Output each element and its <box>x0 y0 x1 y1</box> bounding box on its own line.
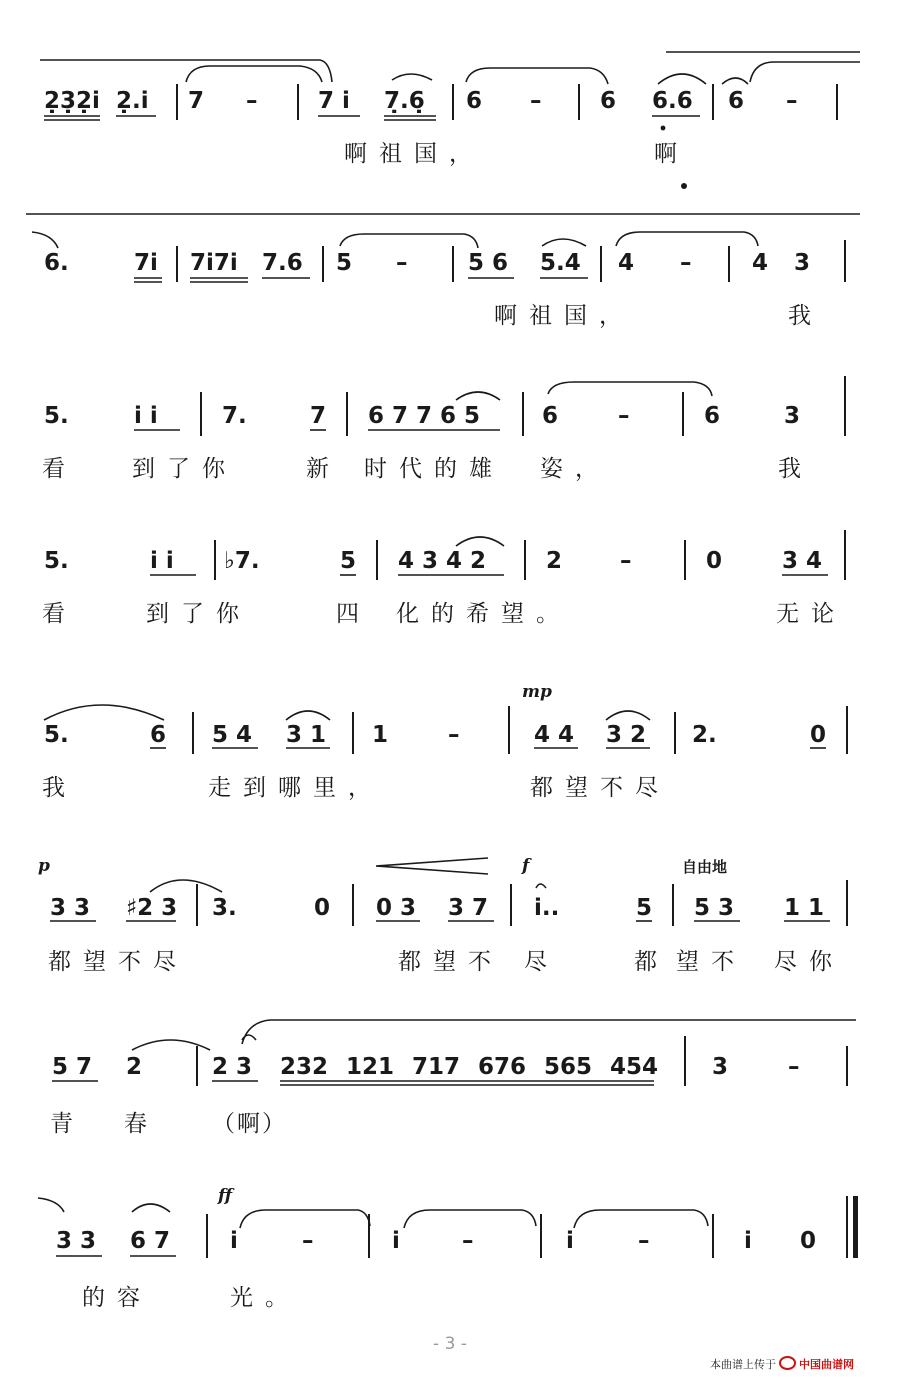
lyric: 都望不尽 <box>48 949 188 975</box>
slur <box>542 239 586 246</box>
note: 6 <box>150 722 167 748</box>
slur <box>404 1210 536 1228</box>
lyric: 的容 <box>82 1285 152 1311</box>
note: i <box>392 1228 400 1254</box>
note: 7i <box>134 250 158 276</box>
note: 5. <box>44 403 69 429</box>
lyric: 啊 <box>654 141 689 167</box>
lyric: 我 <box>788 303 823 329</box>
slur <box>44 705 164 720</box>
lyric: 望不 <box>676 949 746 975</box>
note: 3. <box>212 895 237 921</box>
credit-label: 本曲谱上传于 <box>710 1358 776 1371</box>
lyric: 看 <box>42 601 77 627</box>
lyric: （啊） <box>212 1111 287 1137</box>
page-number: - 3 - <box>433 1334 467 1354</box>
note: 5 4 <box>212 722 253 748</box>
lyric: 都望不尽 <box>530 775 670 801</box>
note: 0 <box>800 1228 817 1254</box>
slur <box>722 78 748 84</box>
lyric: 看 <box>42 456 77 482</box>
octave-dot <box>681 183 687 189</box>
note: – <box>620 548 632 574</box>
note: 2̣.i <box>116 88 149 114</box>
lyric: 新 <box>306 456 341 482</box>
lyric: 化的希望。 <box>396 601 571 627</box>
note: 1 <box>372 722 389 748</box>
note: 5. <box>44 722 69 748</box>
note: 5 7 <box>52 1054 93 1080</box>
slur <box>32 232 58 248</box>
note: 2 <box>546 548 563 574</box>
lyric: 姿， <box>540 456 610 482</box>
note: 3 <box>794 250 811 276</box>
note: – <box>530 88 542 114</box>
slur <box>466 68 608 84</box>
note: 4 <box>752 250 769 276</box>
note: 7. <box>222 403 247 429</box>
lyric: 到了你 <box>132 456 237 482</box>
note: 3 <box>712 1054 729 1080</box>
lyric: 尽 <box>524 949 559 975</box>
note: 0 <box>706 548 723 574</box>
lyric: 青 <box>50 1111 85 1137</box>
note: – <box>788 1054 800 1080</box>
slur <box>456 537 504 546</box>
lyric: 四 <box>336 601 371 627</box>
note: 3 4 <box>782 548 823 574</box>
note: – <box>246 88 258 114</box>
note: 2 3 <box>212 1054 253 1080</box>
note: – <box>786 88 798 114</box>
slur <box>750 62 860 82</box>
note: i <box>566 1228 574 1254</box>
note: 5 3 <box>694 895 735 921</box>
fermata <box>536 884 546 888</box>
slur <box>132 1204 170 1212</box>
note: 3 1 <box>286 722 327 748</box>
lyric: 都 <box>634 949 669 975</box>
note: 3 7 <box>448 895 489 921</box>
note: 5 6 <box>468 250 509 276</box>
note: 5 <box>636 895 653 921</box>
lyric: 我 <box>42 775 77 801</box>
note: 5.4 <box>540 250 581 276</box>
slur <box>606 711 650 720</box>
note: 4 <box>618 250 635 276</box>
slur <box>240 1210 370 1228</box>
slur <box>38 1198 64 1212</box>
lyric: 我 <box>778 456 813 482</box>
lyric: 光。 <box>230 1285 300 1311</box>
note: 676 <box>478 1054 527 1080</box>
dynamic-mark: f <box>522 856 530 876</box>
crescendo-hairpin <box>376 858 488 874</box>
note: – <box>462 1228 474 1254</box>
note: 0 <box>810 722 827 748</box>
slur <box>186 66 322 82</box>
note: 121 <box>346 1054 395 1080</box>
note: 3 3 <box>50 895 91 921</box>
note: 6 <box>600 88 617 114</box>
note: 7 <box>188 88 205 114</box>
slur <box>286 711 330 720</box>
note: 6 <box>466 88 483 114</box>
lyric: 到了你 <box>146 601 251 627</box>
lyric: 尽你 <box>774 949 844 975</box>
note: 2̣3̣2̣i <box>44 88 100 114</box>
note: 1 1 <box>784 895 825 921</box>
note: 4 3 4 2 <box>398 548 487 574</box>
credit-site-link[interactable]: 中国曲谱网 <box>799 1358 854 1371</box>
note: 6 7 7 6 5 <box>368 403 481 429</box>
lyric: 无论 <box>776 601 846 627</box>
note: 3 <box>784 403 801 429</box>
note: 6 7 <box>130 1228 171 1254</box>
note: i <box>744 1228 752 1254</box>
note: 6 <box>704 403 721 429</box>
note: 4 4 <box>534 722 575 748</box>
note: 565 <box>544 1054 593 1080</box>
lyric: 春 <box>124 1111 159 1137</box>
note: ♭7. <box>224 548 260 574</box>
note: – <box>680 250 692 276</box>
dynamic-mark: mp <box>522 682 552 702</box>
slur <box>150 880 222 892</box>
note: 0 3 <box>376 895 417 921</box>
octave-dot <box>661 126 666 131</box>
slur <box>340 234 478 248</box>
note: – <box>396 250 408 276</box>
note: 0 <box>314 895 331 921</box>
note: 3 3 <box>56 1228 97 1254</box>
lyric: 时代的雄 <box>364 456 504 482</box>
lyric: 走到哪里， <box>208 775 383 801</box>
dynamic-mark: p <box>38 856 50 876</box>
note: 5 <box>336 250 353 276</box>
upload-credit <box>710 1356 854 1372</box>
slur <box>548 382 712 396</box>
note: i i <box>134 403 158 429</box>
note: 6 <box>728 88 745 114</box>
note: 7 i <box>318 88 350 114</box>
dynamic-mark: ff <box>218 1186 233 1206</box>
note: 7̣.6̣ <box>384 88 425 114</box>
note: 232 <box>280 1054 329 1080</box>
note: 5 <box>340 548 357 574</box>
slur <box>40 60 332 82</box>
lyric: 啊祖国， <box>494 303 634 329</box>
note: 5. <box>44 548 69 574</box>
note: 3 2 <box>606 722 647 748</box>
note: 6. <box>44 250 69 276</box>
note: i i <box>150 548 174 574</box>
slur <box>392 74 432 80</box>
note: – <box>618 403 630 429</box>
slur <box>574 1210 708 1228</box>
slur <box>132 1040 210 1050</box>
note: 7 <box>310 403 327 429</box>
slur <box>616 232 758 246</box>
note: 6.6 <box>652 88 693 114</box>
note: 454 <box>610 1054 659 1080</box>
lyric: 都望不 <box>398 949 503 975</box>
note: – <box>638 1228 650 1254</box>
qupu-logo-icon <box>779 1356 796 1370</box>
note: 7i7i <box>190 250 238 276</box>
slur <box>658 74 706 84</box>
slur <box>456 392 500 400</box>
note: 6 <box>542 403 559 429</box>
slur <box>242 1020 856 1044</box>
note: i.. <box>534 895 560 921</box>
note: – <box>302 1228 314 1254</box>
note: – <box>448 722 460 748</box>
lyric: 啊祖国， <box>344 141 484 167</box>
note: ♯2 3 <box>126 895 178 921</box>
note: 2 <box>126 1054 143 1080</box>
note: 2. <box>692 722 717 748</box>
tempo-mark: 自由地 <box>682 858 728 876</box>
note: i <box>230 1228 238 1254</box>
note: 717 <box>412 1054 461 1080</box>
note: 7.6 <box>262 250 303 276</box>
